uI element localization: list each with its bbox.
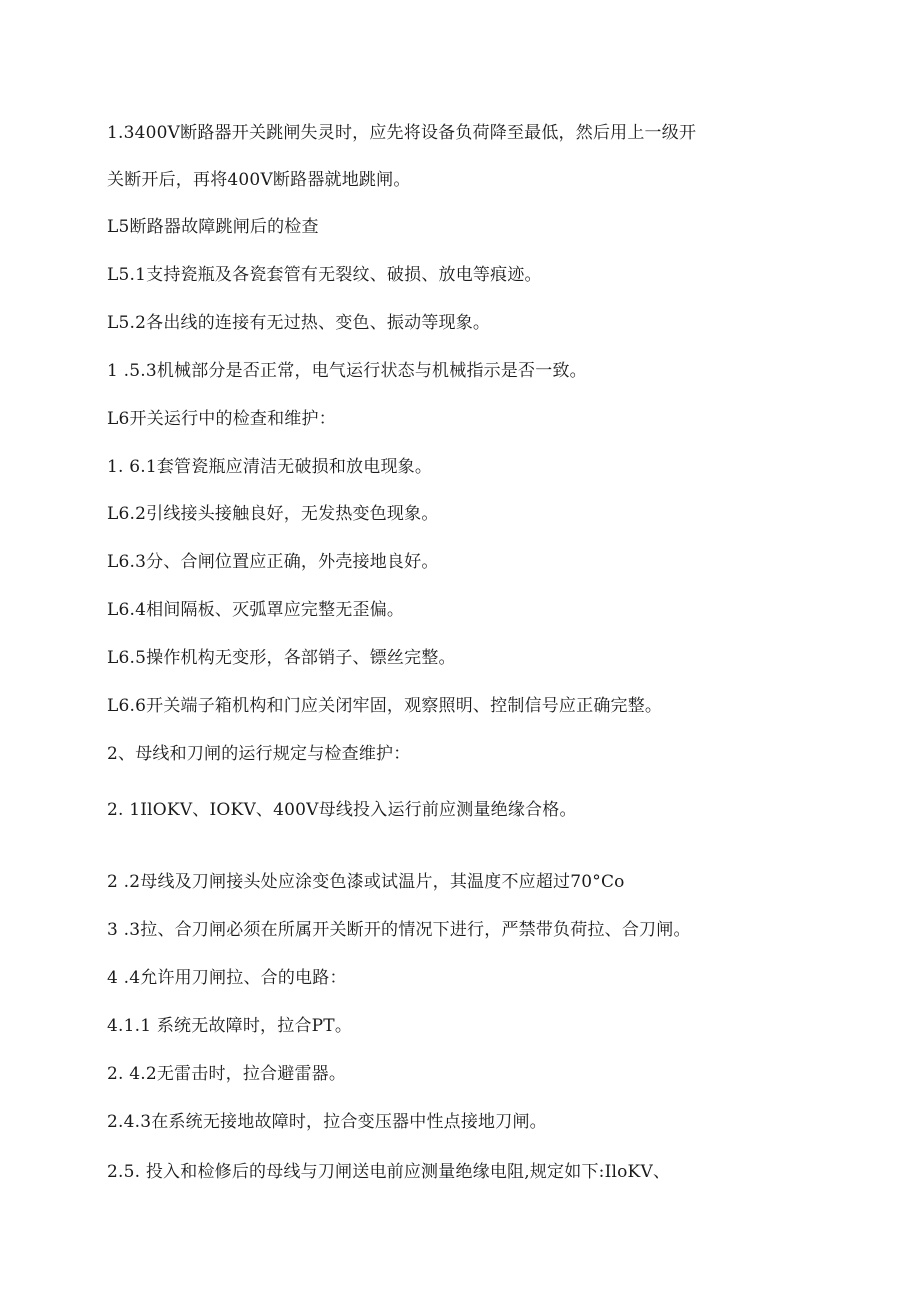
text-line-18: 4 .4允许用刀闸拉、合的电路： [107,968,347,988]
section-heading-2: 2、母线和刀闸的运行规定与检查维护： [107,744,411,764]
text-line-20: 2. 4.2无雷击时，拉合避雷器。 [107,1064,347,1084]
text-line-12: L6.5操作机构无变形，各部销子、镖丝完整。 [107,648,456,668]
text-line-16: 2 .2母线及刀闸接头处应涂变色漆或试温片，其温度不应超过70°Co [107,872,625,892]
text-line-17: 3 .3拉、合刀闸必须在所属开关断开的情况下进行，严禁带负荷拉、合刀闸。 [107,920,691,940]
text-line-2: 关断开后，再将400V断路器就地跳闸。 [107,170,411,190]
text-line-5: L5.2各出线的连接有无过热、变色、振动等现象。 [107,313,491,333]
text-line-19: 4.1.1 系统无故障时，拉合PT。 [107,1016,353,1036]
text-line-1: 1.3400V断路器开关跳闸失灵时，应先将设备负荷降至最低，然后用上一级开 [107,123,697,143]
text-line-4: L5.1支持瓷瓶及各瓷套管有无裂纹、破损、放电等痕迹。 [107,265,542,285]
text-line-11: L6.4相间隔板、灭弧罩应完整无歪偏。 [107,600,405,620]
text-line-21: 2.4.3在系统无接地故障时，拉合变压器中性点接地刀闸。 [107,1112,547,1132]
text-line-6: 1 .5.3机械部分是否正常，电气运行状态与机械指示是否一致。 [107,361,587,381]
text-line-8: 1. 6.1套管瓷瓶应清洁无破损和放电现象。 [107,457,433,477]
text-line-9: L6.2引线接头接触良好，无发热变色现象。 [107,504,439,524]
text-line-13: L6.6开关端子箱机构和门应关闭牢固，观察照明、控制信号应正确完整。 [107,696,663,716]
section-heading-l6: L6开关运行中的检查和维护： [107,409,336,429]
text-line-22: 2.5. 投入和检修后的母线与刀闸送电前应测量绝缘电阻,规定如下:IloKV、 [107,1162,671,1182]
text-line-10: L6.3分、合闸位置应正确，外壳接地良好。 [107,552,439,572]
section-heading-l5: L5断路器故障跳闸后的检查 [107,217,319,237]
text-line-15: 2. 1IlOKV、IOKV、400V母线投入运行前应测量绝缘合格。 [107,800,577,820]
